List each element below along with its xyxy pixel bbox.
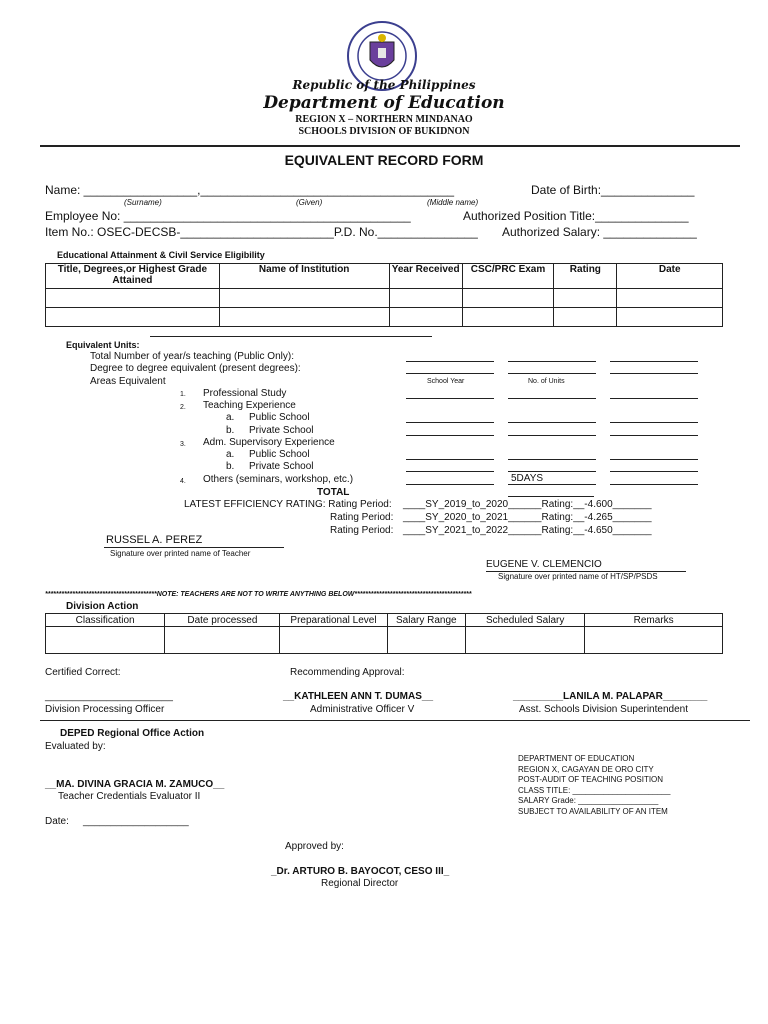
- surname-caption: (Surname): [124, 198, 162, 207]
- section-rule: [40, 720, 750, 721]
- position-line: Authorized Position Title:______________: [463, 209, 689, 223]
- col-salary-range: Salary Range: [387, 614, 466, 627]
- stamp-line: SUBJECT TO AVAILABILITY OF AN ITEM: [518, 806, 668, 816]
- director-title: Regional Director: [321, 878, 399, 889]
- name-line: Name: _________________,______________________________________: [45, 183, 455, 197]
- stamp-box: [518, 754, 670, 818]
- sy-from: 2020: [444, 512, 467, 523]
- stamp-line: SALARY Grade: __________________: [518, 796, 659, 806]
- education-table: [45, 263, 723, 327]
- salary-line: Authorized Salary: ______________: [502, 225, 697, 239]
- rating-label: Rating:: [541, 525, 574, 536]
- asds-title: Asst. Schools Division Superintendent: [519, 704, 688, 715]
- head-name: EUGENE V. CLEMENCIO: [486, 559, 602, 570]
- sy-to: 2021: [485, 512, 509, 523]
- approved-label: Approved by:: [285, 841, 344, 852]
- head-caption: Signature over printed name of HT/SP/PSDS: [498, 572, 658, 581]
- stamp-line: CLASS TITLE: ______________________: [518, 785, 671, 795]
- ao-title: Administrative Officer V: [310, 704, 415, 715]
- rating-value: 4.265: [587, 512, 613, 523]
- item-num: a.: [226, 449, 235, 460]
- total-years-label: Total Number of year/s teaching (Public Only):: [90, 351, 294, 362]
- item-num: 2.: [180, 404, 186, 411]
- item-label: Public School: [249, 412, 310, 423]
- rating-period-label: Rating Period:: [330, 512, 394, 523]
- sy-from: 2019: [444, 499, 467, 510]
- rating-label: Rating:: [541, 499, 574, 510]
- degree-label: Degree to degree equivalent (present degrees):: [90, 363, 301, 374]
- rating-value: 4.600: [587, 499, 613, 510]
- evaluated-label: Evaluated by:: [45, 741, 106, 752]
- col-date-processed: Date processed: [165, 614, 280, 627]
- item-label: Private School: [249, 461, 314, 472]
- sy-from: 2021: [444, 525, 467, 536]
- stamp-line: REGION X, CAGAYAN DE ORO CITY: [518, 764, 654, 774]
- rating-label: Rating:: [541, 512, 574, 523]
- col-scheduled-salary: Scheduled Salary: [466, 614, 585, 627]
- col-rating: Rating: [554, 264, 617, 289]
- dpo-title: Division Processing Officer: [45, 704, 165, 715]
- sy-to: 2022: [485, 525, 509, 536]
- education-title: Educational Attainment & Civil Service Eligibility: [57, 250, 265, 260]
- division-action-table: [45, 613, 723, 654]
- date-label: Date:: [45, 816, 69, 827]
- certified-label: Certified Correct:: [45, 667, 121, 678]
- item-value: OSEC-DECSB-: [97, 225, 181, 239]
- item-label: Private School: [249, 425, 314, 436]
- stamp-line: POST-AUDIT OF TEACHING POSITION: [518, 775, 664, 785]
- division-action-title: Division Action: [66, 601, 139, 612]
- col-title: Title, Degrees,or Highest Grade Attained: [46, 264, 220, 289]
- item-label: Adm. Supervisory Experience: [203, 437, 335, 448]
- table-row: [46, 308, 723, 327]
- item-num: b.: [226, 461, 235, 472]
- item-label: Teaching Experience: [203, 400, 296, 411]
- item-prefix: Item No.:: [45, 225, 98, 239]
- evaluator-title: Teacher Credentials Evaluator II: [58, 791, 201, 802]
- rating-row: ____SY_2020_to_2021______Rating:__-4.265_______: [403, 512, 652, 523]
- dob-line: Date of Birth:______________: [531, 183, 695, 197]
- item-label: Others (seminars, workshop, etc.): [203, 474, 354, 485]
- teacher-signature-line: [104, 547, 284, 548]
- units-title: Equivalent Units:: [66, 340, 140, 350]
- republic-text: Republic of the Philippines: [292, 78, 476, 92]
- divider-line: [150, 336, 432, 337]
- ao-name: __KATHLEEN ANN T. DUMAS__: [283, 691, 434, 702]
- table-row: [46, 289, 723, 308]
- regional-title: DEPED Regional Office Action: [60, 728, 205, 739]
- division-text: SCHOOLS DIVISION OF BUKIDNON: [298, 126, 470, 137]
- recommending-label: Recommending Approval:: [290, 667, 405, 678]
- item-num: b.: [226, 425, 235, 436]
- item-line: [45, 225, 478, 239]
- sy-to: 2020: [485, 499, 509, 510]
- col-institution: Name of Institution: [219, 264, 389, 289]
- others-units-value: 5DAYS: [511, 473, 544, 484]
- no-units-header: No. of Units: [528, 378, 565, 385]
- table-row: [46, 627, 723, 654]
- item-num: 4.: [180, 478, 186, 485]
- col-exam: CSC/PRC Exam: [462, 264, 553, 289]
- areas-label: Areas Equivalent: [90, 376, 166, 387]
- dpo-line: _______________________: [45, 691, 173, 702]
- given-caption: (Given): [296, 198, 323, 207]
- middle-caption: (Middle name): [427, 198, 479, 207]
- item-rest: _______________________P.D. No._______________: [180, 225, 478, 239]
- stamp-line: DEPARTMENT OF EDUCATION: [518, 754, 635, 763]
- asds-name: _________LANILA M. PALAPAR________: [513, 691, 708, 702]
- director-name: _Dr. ARTURO B. BAYOCOT, CESO III_: [271, 866, 450, 877]
- item-num: a.: [226, 412, 235, 423]
- latest-efficiency-label: LATEST EFFICIENCY RATING: Rating Period:: [184, 499, 392, 510]
- col-date: Date: [617, 264, 723, 289]
- school-year-header: School Year: [427, 378, 465, 385]
- teacher-caption: Signature over printed name of Teacher: [110, 549, 251, 558]
- form-title: EQUIVALENT RECORD FORM: [284, 152, 484, 168]
- item-num: 3.: [180, 441, 186, 448]
- rating-row: ____SY_2021_to_2022______Rating:__-4.650_______: [403, 525, 652, 536]
- employee-line: Employee No: ___________________________________________: [45, 209, 411, 223]
- date-line: ___________________: [83, 816, 189, 827]
- header-rule: [40, 145, 740, 147]
- col-remarks: Remarks: [585, 614, 723, 627]
- rating-value: 4.650: [587, 525, 613, 536]
- item-label: Public School: [249, 449, 310, 460]
- department-title: Department of Education: [263, 93, 505, 113]
- rating-period-label: Rating Period:: [330, 525, 394, 536]
- teacher-name: RUSSEL A. PEREZ: [106, 534, 203, 546]
- col-preparational-level: Preparational Level: [280, 614, 387, 627]
- note-text: *****************************************NOTE: TEACHERS ARE NOT TO WRITE ANYTHING BELOW*******************************************: [45, 591, 472, 598]
- col-year: Year Received: [389, 264, 462, 289]
- item-num: 1.: [180, 391, 186, 398]
- rating-row: ____SY_2019_to_2020______Rating:__-4.600_______: [403, 499, 652, 510]
- evaluator-name: __MA. DIVINA GRACIA M. ZAMUCO__: [45, 779, 225, 790]
- total-label: TOTAL: [317, 487, 350, 498]
- region-text: REGION X – NORTHERN MINDANAO: [295, 114, 473, 125]
- item-label: Professional Study: [203, 388, 287, 399]
- col-classification: Classification: [46, 614, 165, 627]
